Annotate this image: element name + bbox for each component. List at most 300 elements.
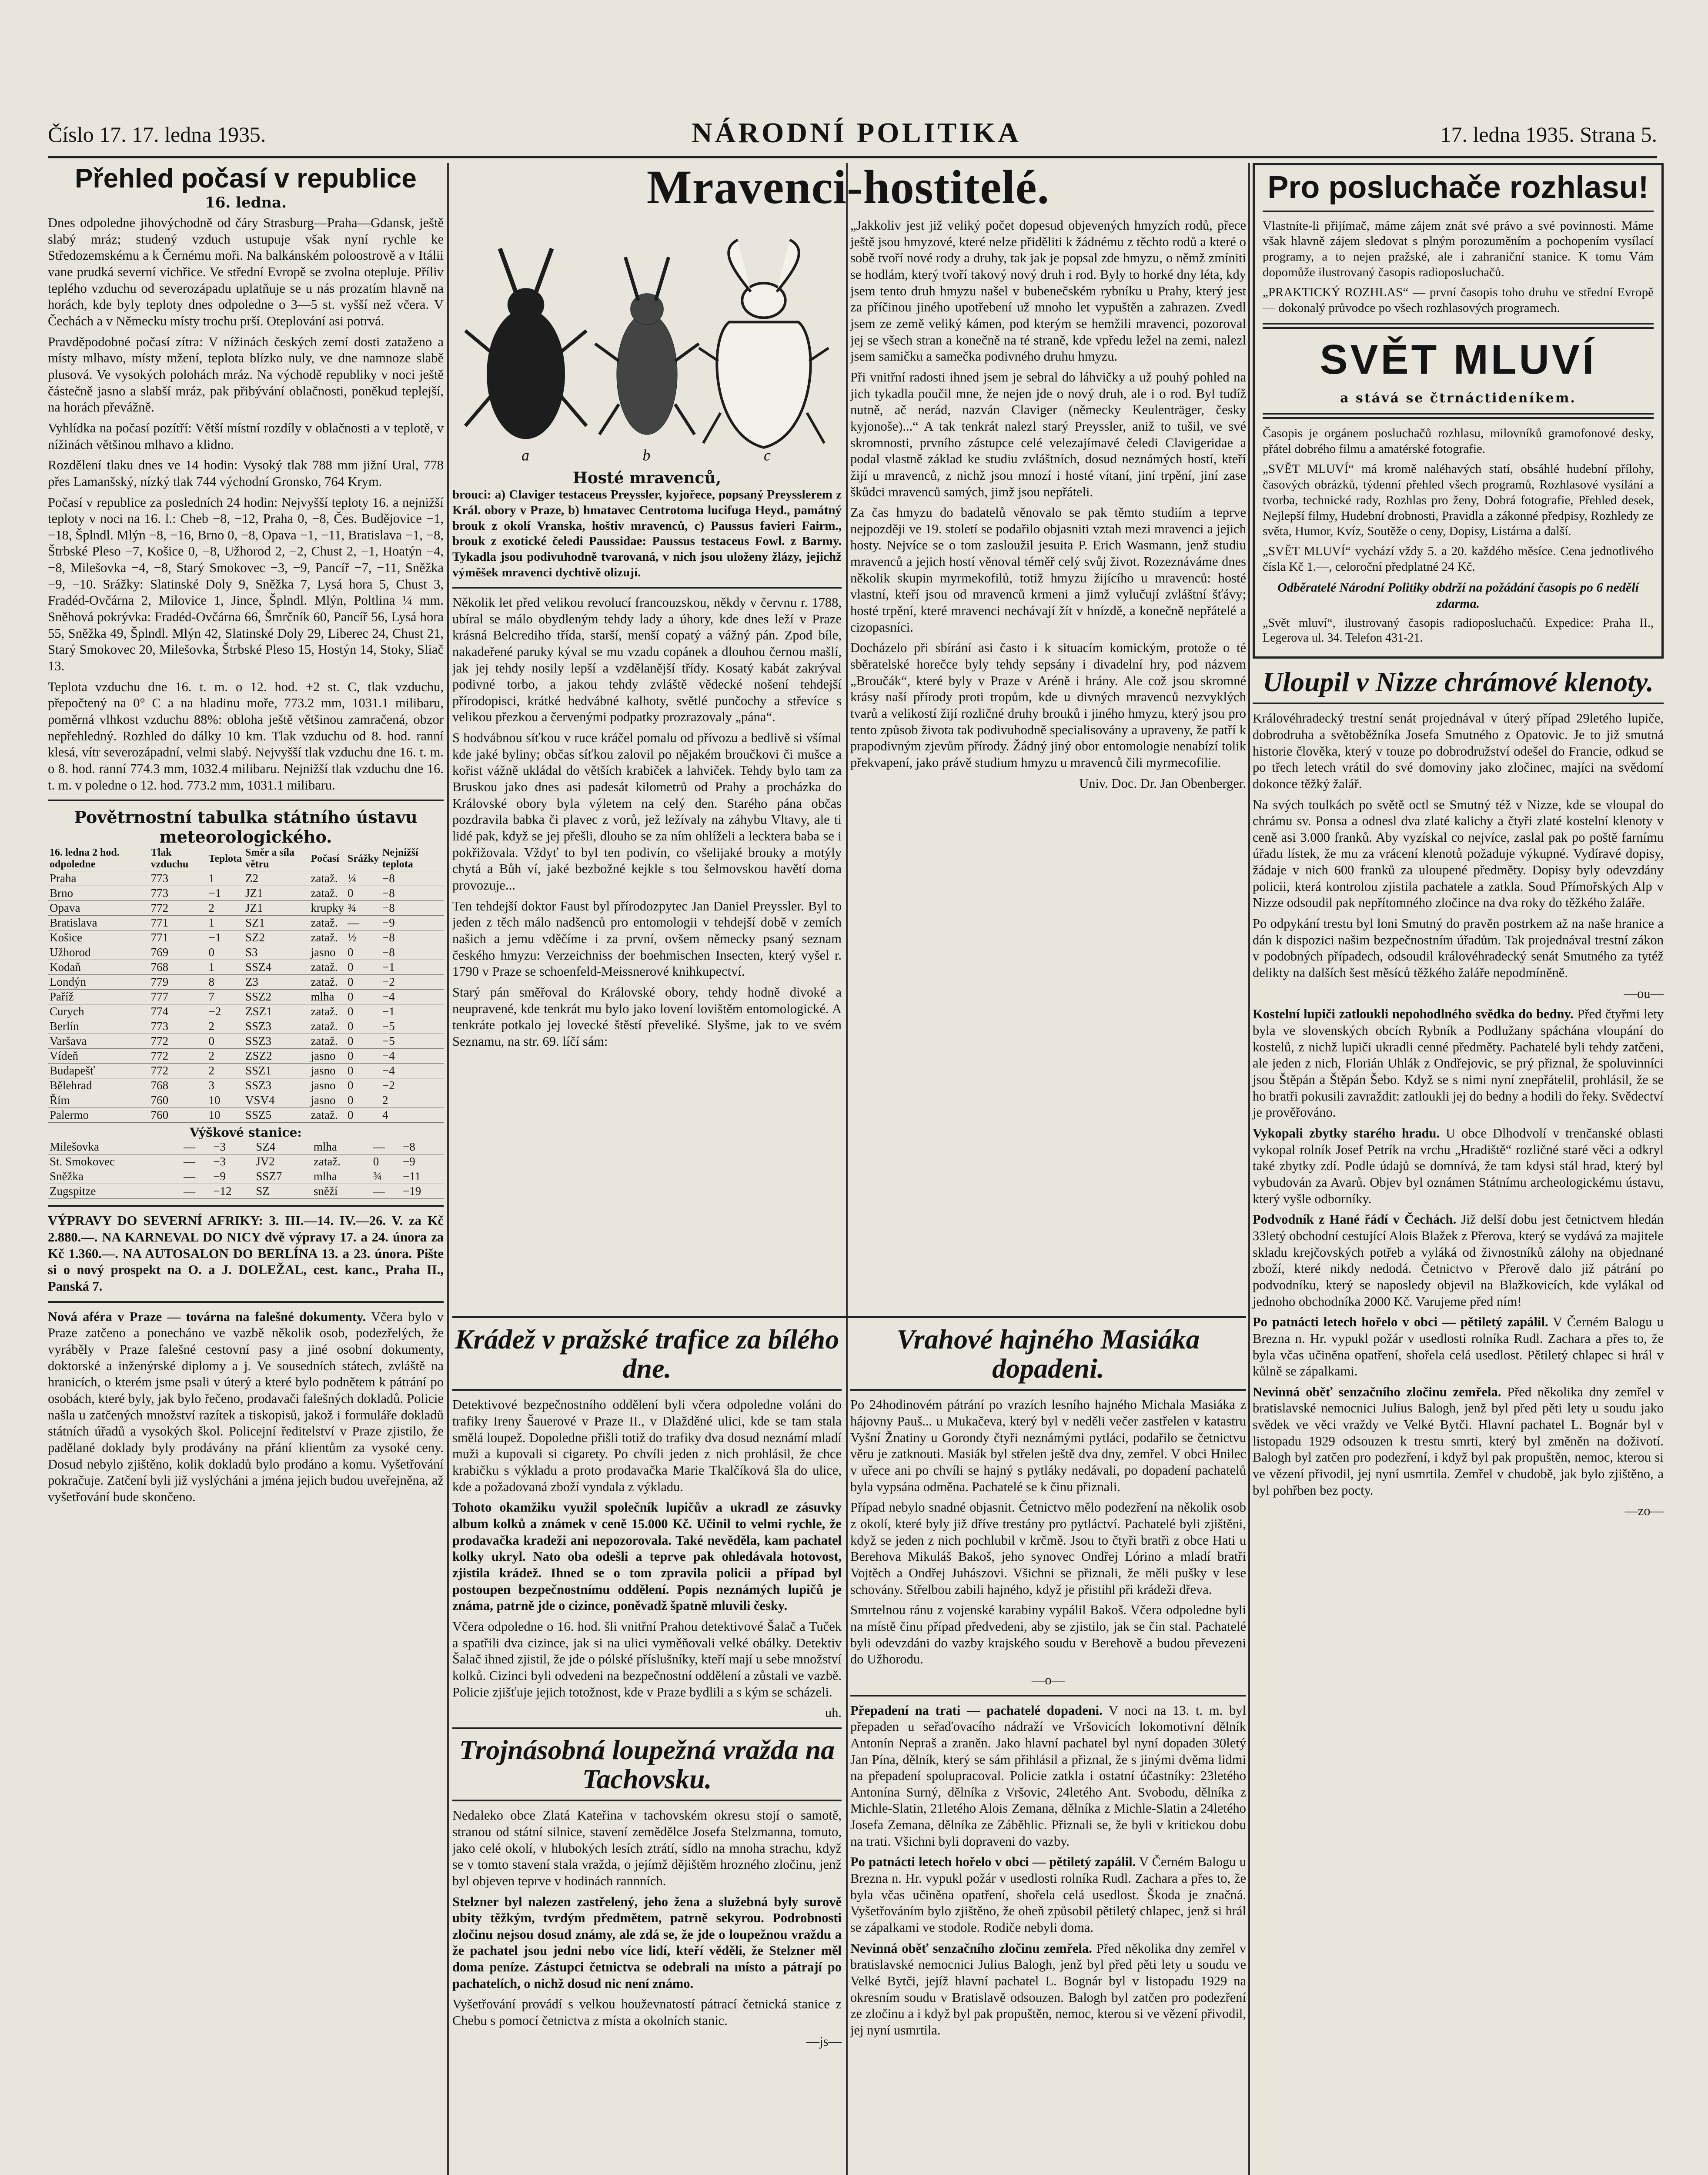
station-name: Praha (48, 871, 149, 886)
met-value: SSZ2 (244, 990, 309, 1004)
met-value: mlha (312, 1169, 371, 1184)
column-crime-left (452, 1325, 842, 2175)
met-value: 0 (346, 1019, 381, 1034)
weather-p1: Dnes odpoledne jihovýchodně od čáry Strasburg—Praha—Gdansk, ještě slabý mráz; studený vzduch ustupuje však nyní rychle ke Středozemskému a k Černému moři. Na balkánském poloostrově a v Itálii vane prudká severní vichřice. Ve střední Evropě se zvolna otepluje. Příliv teplého vzduchu od severozápadu uplatňuje se u nás prozatím hlavně na horách, kde byly teploty dnes odpoledne o 3—5 st. vyšší než včera. V Čechách a v Německu místy trochu prší. Oteplování asi potrvá. (48, 215, 444, 328)
met-value: SZ2 (244, 930, 309, 945)
met-value: 4 (381, 1108, 444, 1123)
met-value: 7 (207, 990, 244, 1004)
vrahove-p3: Smrtelnou ránu z vojenské karabiny vypálil Bakoš. Včera odpoledne byli na místě činu případ předvedeni, aby se zjistilo, jak se čin stal. Pachatelé byli odevzdáni do vazby krajského soudu v Berehově a budou převezeni do Užhorodu. (850, 1603, 1246, 1667)
met-value: 768 (149, 960, 207, 975)
met-table-row (48, 1078, 444, 1093)
separator (48, 800, 444, 801)
met-value: 773 (149, 871, 207, 886)
met-value: SSZ5 (244, 1108, 309, 1123)
met-value: krupky (309, 901, 346, 916)
met-value: — (182, 1140, 211, 1154)
vrahove-sig: —o— (1031, 1672, 1065, 1687)
station-name: Řím (48, 1093, 149, 1108)
trojnasobna-sig: —js— (806, 2034, 842, 2049)
met-table-row (48, 975, 444, 990)
station-name: Milešovka (48, 1140, 182, 1154)
met-value: 2 (207, 1064, 244, 1078)
met-value: ZSZ2 (244, 1049, 309, 1064)
nizza-p2: Na svých toulkách po světě octl se Smutný též v Nizze, kde se vloupal do chrámu sv. Ponsa a odnesl dva zlaté kalichy a čtyři zlaté kostelní klenoty v ceně asi 3.000 franků. Aby vyzískal co nejvíce, zaslal pak po poště farnímu úřadu lístek, že mu za vrácení klenotů požaduje výkupné. Vydíravé dopisy, žádaje v nich 600 franků za uloupené předměty. Dopisy byly odevzdány policii, která kontrolou zjistila pachatele a zatkla. Soud Přímořských Alp v Nizze odsoudil pak nepřítomného zločince na dva roky do těžkého žaláře. (1253, 797, 1664, 910)
met-table-row (48, 930, 444, 945)
met-value: 10 (207, 1108, 244, 1123)
met-value: zataž. (309, 1004, 346, 1019)
station-name: Budapešť (48, 1064, 149, 1078)
met-value: −1 (207, 886, 244, 901)
station-name: Curych (48, 1004, 149, 1019)
station-name: Vídeň (48, 1049, 149, 1064)
radio-magazine: SVĚT MLUVÍ (1320, 336, 1597, 383)
nizza-t3: Již delší dobu jest četnictvem hledán 33letý obchodní cestující Alois Blažek z Přerova, který se vydává za majitele skladu krejčovských potřeb a vyláká od živnostníků zálohy na objednané zboží, které nikdy nedodá. Četnictvo v Přerově dalo již pátrání po podvodníku, který se naposledy objevil na Blažkovicích, kde vylákal od jednoho obchodníka 2000 Kč. Varujeme před ním! (1253, 1212, 1664, 1309)
met-value: ¾ (346, 901, 381, 916)
met-value: JZ1 (244, 886, 309, 901)
column-crime-right (850, 1325, 1246, 2175)
met-value: −8 (381, 945, 444, 960)
nizza-sig: —ou— (1624, 986, 1664, 1001)
caption-title: Hosté mravenců, (572, 469, 722, 487)
separator (850, 1389, 1246, 1391)
radio-p5: „SVĚT MLUVÍ“ vychází vždy 5. a 20. každého měsíce. Cena jednotlivého čísla Kč 1.—, celoroční předplatné 24 Kč. (1263, 544, 1654, 574)
station-name: Berlín (48, 1019, 149, 1034)
met-value: 774 (149, 1004, 207, 1019)
met-value: ¾ (371, 1169, 401, 1184)
met-value: — (182, 1169, 211, 1184)
met-value: −1 (381, 1004, 444, 1019)
met-table-row (48, 1169, 444, 1184)
beetle-c-leg (703, 413, 721, 443)
met-table-row (48, 1140, 444, 1154)
met-header-cell: Tlak vzduchu (149, 847, 207, 871)
trojnasobna-p1: Nedaleko obce Zlatá Kateřina v tachovském okresu stojí o samotě, stranou od státní silnice, stavení zemědělce Josefa Stelzmanna, tomuto, jako celé okolí, v hlubokých lesích ztrátí, sídlo na mnoha strachu, když se v tomto stavení stala vražda, o jejímž dějištěm hrozného zločinu, jenž byl objeven teprve v hodinách rannních. (452, 1808, 842, 1888)
met-table-row (48, 945, 444, 960)
station-name: Brno (48, 886, 149, 901)
met-value: ¼ (346, 871, 381, 886)
met-value: jasno (309, 945, 346, 960)
beetle-c-leg (699, 348, 719, 361)
beetle-b-antenna (625, 257, 638, 300)
separator (452, 1727, 842, 1729)
ants-p3: Ten tehdejší doktor Faust byl přírodozpytec Jan Daniel Preyssler. Byl to jeden z těch málo nadšenců pro entomologii v tehdejší době v zemích našich a jemu vděčíme i za první, ovšem německy psaný seznam českého hmyzu: Verzeichniss der boehmischen Insecten, který vyšel r. 1790 v Praze se schoenfeld-Meissnerové knihkupectví. (452, 898, 842, 979)
met-value: SSZ4 (244, 960, 309, 975)
met-value: 771 (149, 930, 207, 945)
beetle-a-antenna (535, 248, 552, 296)
met-header-cell: Směr a síla větru (244, 847, 309, 871)
kradez-p3: Včera odpoledne o 16. hod. šli vnitřní Prahou detektivové Šalač a Tuček a spatřili dva cizince, jak si na ulici vyměňovali velké obálky. Detektiv Šalač ihned zjistil, že jde o pólské příslušníky, kteří mají u sebe množství kolků. Cizinci byli odvedeni na bezpečnostní oddělení a zůstali ve vazbě. Policie zjišťuje jejich totožnost, kde v Praze bydlili a s kým se scházeli. (452, 1619, 842, 1700)
met-value: SSZ7 (254, 1169, 312, 1184)
met-value: 772 (149, 1064, 207, 1078)
met-value: −4 (381, 1049, 444, 1064)
met-value: −2 (207, 1004, 244, 1019)
met-value: 10 (207, 1093, 244, 1108)
nizza-p3: Po odpykání trestu byl loni Smutný do pravěn postrkem až na naše hranice a dán k dispozici našim bezpečnostním úřadům. Tak projednával trestní zákon v podobných případech, odsoudil královéhradecký senát Smutného za tytéž delikty na dalších šest měsíců těžkého žaláře nepodmíněně. (1253, 916, 1664, 980)
prepadeni-lead: Přepadení na trati — pachatelé dopadeni. (850, 1703, 1103, 1718)
newspaper-title: NÁRODNÍ POLITIKA (692, 117, 1021, 149)
mountain-title: Výškové stanice: (190, 1125, 302, 1140)
weather-p5: Počasí v republice za posledních 24 hodin: Nejvyšší teploty 16. a nejnižší teploty v noci na 16. l.: Cheb −8, −12, Praha 0, −8, Čes. Budějovice −1, −18, Šplndl. Mlýn −8, −16, Brno 0, −8, Opava −1, −11, Bratislava −1, −8, Štrbské Pleso −7, Košice 0, −8, Užhorod 2, −2, Chust 2, −1, Hoatýn −4, −8, Milešovka −4, −8, Starý Smokovec −3, −9, Pancíř −7, −11, Sněžka −9, −10. Srážky: Slatinské Doly 9, Sněžka 7, Lysá hora 5, Chust 3, Fradéd-Ovčárna 2, Milovice 1, Jince, Šplndl. Mlýn, Poltlina ¼ mm. Sněhová pokrývka: Fradéd-Ovčárna 66, Šmrčník 60, Pancíř 56, Lysá hora 55, Sněžka 49, Šplndl. Mlýn 42, Slatinské Doly 29, Liberec 24, Chust 21, Starý Smokovec 20, Milešovka, Štrbské Pleso 15, Hostýn 14, Stoky, Sliač 13. (48, 495, 444, 674)
met-value: zataž. (309, 975, 346, 990)
masthead (48, 117, 1657, 158)
met-value: 0 (346, 990, 381, 1004)
met-table-header (48, 847, 444, 871)
column-divider (447, 163, 449, 2175)
met-table-row (48, 901, 444, 916)
met-value: SZ4 (254, 1140, 312, 1154)
met-value: −9 (401, 1154, 444, 1169)
radio-title: Pro posluchače rozhlasu! (1267, 170, 1649, 205)
kradez-p2: Tohoto okamžiku využil společník lupičův a ukradl ze zásuvky album kolků a známek v ceně 15.000 Kč. Učinil to velmi rychle, že prodavačka kradeži ani nepozorovala. Také nevěděla, kam pachatel kolky ukryl. Nato oba odešli a teprve pak ohledávala hotovost, zjistila krádež. Ihned se o tom zpravila policii a případ byl postoupen bezpečnostnímu oddělení. Popis neznámých lupičů je známa, patrně jde o cizince, poněvadž špatně mluvili česky. (452, 1500, 842, 1613)
ants-p5: „Jakkoliv jest již veliký počet dopesud objevených hmyzích rodů, přece ještě jsou hmyzové, které nelze přiděliti k žádnému z těchto rodů a které o sobě tvoří nové rody a druhy, tak jak je popsal zde hmyzu, o němž zmíniti se hodlám, který tvoří takový nový druh i rod. Byly to horké dny léta, kdy jsem tento druh hmyzu našel v bubenečském rybníku u Prahy, který jest za příčinou jiného upotřebení už mnoho let vypuštěn a zahrazen. Zvedl jsem ze země veliký kámen, pod kterým se hemžili mravenci, pozoroval jej se všech stran a konečně na té straně, kde vpředu ležel na zemi, nalezl jsem samičku a samečka podivného druhu hmyzu. (850, 218, 1246, 364)
met-value: ZSZ1 (244, 1004, 309, 1019)
vrahove-p2: Případ nebylo snadné objasnit. Četnictvo mělo podezření na několik osob z okolí, které byly již dříve trestány pro pytláctví. Pachatelé byli zjištěni, když se jeden z nich pochlubil v krčmě. Jsou to čtyři bratři z obce Hati u Berehova Mikuláš Bakoš, jeho synovec Ondřej Lórino a mladí bratři Vojtěch a Ondřej Juhászovi. Všichni se přiznali, že měli pušky v lese schovány. Střelbou zabili hajného, když je přistihl při krádeži dřeva. (850, 1500, 1246, 1597)
radio-p7: „Svět mluví“, ilustrovaný časopis radioposluchačů. Expedice: Praha II., Legerova ul. 34. Telefon 431-21. (1263, 616, 1654, 645)
nizza-lead4: Po patnácti letech hořelo v obci — pětiletý zapálil. (1253, 1315, 1548, 1330)
nizza-lead1: Kostelní lupiči zatloukli nepohodlného svědka do bedny. (1253, 1007, 1574, 1022)
met-value: 0 (371, 1154, 401, 1169)
beetle-a-head (508, 288, 544, 321)
ants-left-column (452, 218, 842, 1309)
met-value: 0 (346, 960, 381, 975)
ants-p1: Několik let před velikou revolucí francouzskou, někdy v červnu r. 1788, ubíral se málo obydleným tehdy lady a úhory, kde dnes leží v Praze krásná Belcrediho třída, starší, menší copatý a vážný pán. Zpod bíle, nakadeřené paruky kýval se mu vzadu copánek a dlouhou černou mašlí, jak jej tehdy nosily lepší a vzdělanější třídy. Kosatý kabát zakrýval podivné torbo, a jakou tehdy zvláště vědecké nošení tehdejší přírodopisci, krátké hedvábné kalhoty, světlé punčochy a střevíce s velikou přezkou a červenými podpatky prozrazovaly „pána“. (452, 595, 842, 725)
met-value: mlha (312, 1140, 371, 1154)
met-table (48, 847, 444, 1123)
kradez-p1: Detektivové bezpečnostního oddělení byli včera odpoledne voláni do trafiky Ireny Šauerové v Praze II., v Dlažděné ulici, kde se tam stala smělá loupež. Dopoledne přišli totiž do trafiky dva dosud neznámí mladí muži a kupovali si cigarety. Po chvíli jeden z nich prohlásil, že chce krabičku s výkladu a proto prodavačka Marie Tkalčíková šla do ulice, kde a požadovaná zboží vyndala z výkladu. (452, 1397, 842, 1494)
nizza-lead2: Vykopali zbytky starého hradu. (1253, 1125, 1440, 1141)
nizza-t4: V Černém Balogu u Brezna n. Hr. vypukl požár v usedlosti rolníka Rudl. Zachara a přes to, že byla včas učiněna opatření, shořela celá usedlost. Pětiletý chlapec si hrál v kůlně se zápalkami. (1253, 1315, 1664, 1379)
separator (48, 1205, 444, 1207)
met-value: 2 (207, 1049, 244, 1064)
station-name: Kodaň (48, 960, 149, 975)
vrahove-p1: Po 24hodinovém pátrání po vrazích lesního hajného Michala Masiáka z hájovny Pauš... u Mukačeva, který byl v neděli večer zastřelen v katastru Vyšní Žnatiny u Gorondy čtyři neznámými pytláci, podařilo se četnictvu věru je zatknouti. Masiák byl střelen ještě dva dny, zemřel. V obci Hnilec v uřece ani po chvíli se hajný s pytláky nedávali, po dopadení pachatelů byla vypsána odměna. Pachatelé se k činu přiznali. (850, 1397, 1246, 1494)
met-value: Z3 (244, 975, 309, 990)
met-value: 0 (207, 945, 244, 960)
ants-p6: Při vnitřní radosti ihned jsem je sebral do láhvičky a už pouhý pohled na jich tykadla poučil mne, že nejen jde o nový druh, ale i o rod. Byl tudíž nutně, ač nerád, nazván Claviger (německy Keulenträger, česky kyjonoše)...“ A tak tenkrát nalezl starý Preyssler, aniž to tušil, ve své skromnosti, prvního zástupce celé velezajímavé čeledi Clavigeridae a podal vlastně základ ke studiu zvláštních, dosud neznámých hostí, kteří žijí u mravenců, z nichž jsou mnozí i hosté vítaní, jiní trpění, jiní zase škůdci mravenců samých, jimž jsou nepřáteli. (850, 369, 1246, 499)
met-value: ½ (346, 930, 381, 945)
met-header-cell: Teplota (207, 847, 244, 871)
weather-p2: Pravděpodobné počasí zítra: V nížinách českých zemí dosti zataženo a místy mlhavo, místy mžení, teplota blízko nuly, ve dne namnoze slabě plusová. Ve vysokých polohách mráz. Na východě republiky v noci ještě částečně jasno a slabší mráz, pak přibývání oblačnosti, poněkud teplejší, na horách převážně. (48, 334, 444, 415)
ants-p2: S hodvábnou síťkou v ruce kráčel pomalu od přívozu a bedlivě si všímal kde jaké byliny; občas síťkou zalovil po nějakém broučkovi či mušce a kořist vážně ukládal do větších krabiček a lahviček. Tehdy bylo tam za Bruskou jako dnes asi padesát kilometrů od Prahy a procházka do Královské obory byla výletem na celý den. Starého pána občas pozdravila babka či plavec z vorů, jež ležívaly na záhybu Vltavy, ale ti lidé pak, když se jej přešli, dlouho se za ním ohlíželi a lecktera baba se i pokřižovala. Vždyť to byl ten podivín, co všelijaké brouky a motýly chytá a Bůh ví, jaké bezbožné kejkle s tou šelmovskou havětí doma provozuje... (452, 730, 842, 893)
nizza-t5: Před několika dny zemřel v bratislavské nemocnici Julius Balogh, jenž byl před pěti lety u soudu jako svědek ve věci vraždy ve Velké Bytči. Hlavní pachatel L. Bognár byl v listopadu 1929 odsouzen k trestu smrti, který byl změněn na doživotí. Balogh byl zatčen pro podezření, i když byl pak propuštěn, nemoc, kterou si ve vězení přivodil, jej nyní usmrtila. Zemřel v chudobě, jak bylo zjištěno, a byl pohřben bez pocty. (1253, 1384, 1664, 1498)
met-value: 3 (207, 1078, 244, 1093)
met-value: 1 (207, 916, 244, 930)
met-value: −5 (381, 1034, 444, 1049)
beetle-b-head (631, 294, 664, 325)
met-value: jasno (309, 1049, 346, 1064)
met-value: Z2 (244, 871, 309, 886)
beetles-figure (452, 231, 842, 465)
beetle-a-leg (465, 395, 491, 426)
kradez-sig: uh. (825, 1705, 842, 1720)
met-table-row (48, 1004, 444, 1019)
falesne-text: Včera bylo v Praze zatčeno a ponecháno ve vazbě několik osob, podezřelých, že vyráběly v Praze falešné cestovní pasy a jiné osobní dokumenty, doktorské a inženýrské diplomy a j. Ve sousedních státech, zvláště na hranicích, o kterém jsme psali v úterý a které bylo podnětem k pátrání po osobách, které byly, jak bylo řečeno, prodavači falešných dokladů. Policie našla u zatčených množství razítek a tiskopisů, jakož i formuláře dokladů státních úřadů a vysokých škol. Policejní ředitelství v Praze zjistilo, že padělané doklady byly prodávány na přání klientům za vysoké ceny. Dosud nebylo zjištěno, kolik dokladů bylo prodáno a komu. Vyšetřování pokračuje. Zatčení byli již vyslýcháni a jména jejich budou uveřejněna, až vyšetřování bude skončeno. (48, 1309, 444, 1504)
met-value: −2 (381, 1078, 444, 1093)
beetle-a-leg (561, 331, 587, 352)
met-value: JV2 (254, 1154, 312, 1169)
met-value: −3 (211, 1140, 254, 1154)
nizza-title: Uloupil v Nizze chrámové klenoty. (1263, 666, 1654, 698)
met-value: −11 (401, 1169, 444, 1184)
prepadeni-lead3: Nevinná oběť senzačního zločinu zemřela. (850, 1941, 1092, 1956)
met-value: 0 (346, 1034, 381, 1049)
met-value: — (371, 1140, 401, 1154)
kradez-title: Krádež v pražské trafice za bílého dne. (455, 1324, 839, 1384)
met-value: 0 (207, 1034, 244, 1049)
met-table-row (48, 1108, 444, 1123)
met-value: 2 (207, 1019, 244, 1034)
met-value: 772 (149, 1049, 207, 1064)
met-value: 2 (207, 901, 244, 916)
prepadeni-lead2: Po patnácti letech hořelo v obci — pětiletý zapálil. (850, 1854, 1136, 1870)
met-value: 0 (346, 1108, 381, 1123)
met-value: S3 (244, 945, 309, 960)
met-header-cell: 16. ledna 2 hod. odpoledne (48, 847, 149, 871)
ants-illustration (452, 231, 842, 465)
met-value: 0 (346, 945, 381, 960)
met-table-row (48, 1019, 444, 1034)
met-mountain-table (48, 1140, 444, 1199)
met-value: jasno (309, 1093, 346, 1108)
met-value: 771 (149, 916, 207, 930)
radio-p6: Odběratelé Národní Politiky obdrží na požádání časopis po 6 nedělí zdarma. (1277, 580, 1639, 611)
beetle-a-leg (561, 395, 587, 426)
met-value: JZ1 (244, 901, 309, 916)
prepadeni-text: V noci na 13. t. m. byl přepaden u seřaďovacího nádraží ve Vršovicích lokomotivní dělník Antonín Nepraš a zraněn. Jako hlavní pachatel byl nyní dopaden 30letý Jan Pína, dělník, který se sám přihlásil a přiznal, že s jinými dvěma lidmi na přepadení spolupracoval. Policie zatkla i ostatní účastníky: 23letého Antonína Surný, dělníka z Vršovic, 24letého Ant. Svobodu, dělníka z Michle-Slatin, 21letého Alois Zemana, dělníka z Michle-Slatin a 24letého Josefa Zemana, dělníka ze Záběhlic. Přiznali se, že byli v kritickou dobu na trati. Všichni byli dopraveni do vazby. (850, 1703, 1246, 1849)
met-value: 1 (207, 871, 244, 886)
beetle-b-antenna (655, 257, 668, 300)
met-value: −3 (211, 1154, 254, 1169)
separator (452, 1800, 842, 1801)
met-table-title: Povětrnostní tabulka státního ústavu meteorologického. (74, 807, 418, 847)
met-table-row (48, 1064, 444, 1078)
issue-number: Číslo 17. 17. ledna 1935. (48, 122, 266, 147)
radio-p2: „PRAKTICKÝ ROZHLAS“ — první časopis toho druhu ve střední Evropě — dokonalý průvodce po všech rozhlasových programech. (1263, 285, 1654, 315)
met-table-row (48, 960, 444, 975)
met-value: — (182, 1154, 211, 1169)
separator (1263, 211, 1654, 212)
column-divider (846, 163, 848, 2175)
met-header-cell: Srážky (346, 847, 381, 871)
separator (452, 1389, 842, 1391)
radio-ad (1253, 163, 1664, 659)
separator (1263, 413, 1654, 419)
met-table-row (48, 916, 444, 930)
met-value: −4 (381, 990, 444, 1004)
met-value: zataž. (309, 930, 346, 945)
trojnasobna-title: Trojnásobná loupežná vražda na Tachovsku. (459, 1734, 835, 1795)
met-table-row (48, 1184, 444, 1199)
trojnasobna-p3: Vyšetřování provádí s velkou houževnatostí pátrací četnická stanice z Chebu s pomocí četnictva z místa a okolních stanic. (452, 1997, 842, 2028)
beetle-a-antenna (500, 248, 517, 296)
met-value: 0 (346, 1064, 381, 1078)
met-value: zataž. (309, 1034, 346, 1049)
nizza-t1: Před čtyřmi lety byla ve slovenských obcích Rybník a Podlužany spáchána vloupání do kostelů, z nichž lupiči ukradli cenné předměty. Pachatelé byli tehdy zatčeni, ale jeden z nich, Florián Uhlák z Ondřejovic, se prý přiznal, že spoluvinníci jsou Štěpán a Štěpán Šebo. Když se s nimi nyní znepřátelil, prohlásil, že se ho bratři pokusili zavraždit: zatloukli jej do bedny a hodili do řeky. Svědectví je prověřováno. (1253, 1007, 1664, 1120)
met-value: zataž. (312, 1154, 371, 1169)
met-mountain-body (48, 1140, 444, 1199)
met-value: SZ (254, 1184, 312, 1199)
beetle-c-antenna (729, 240, 751, 291)
met-value: −8 (381, 871, 444, 886)
beetle-a-leg (465, 331, 491, 352)
met-value: sněží (312, 1184, 371, 1199)
met-value: 0 (346, 1093, 381, 1108)
date-page: 17. ledna 1935. Strana 5. (1440, 122, 1657, 147)
met-value: −9 (381, 916, 444, 930)
met-value: 0 (346, 886, 381, 901)
separator (1253, 703, 1664, 704)
radio-p1: Vlastníte-li přijímač, máme zájem znát své právo a své povinnosti. Máme však hlavně zájem sledovat s plným porozuměním a pochopením vysílací programy, a to nejen pražské, ale i zahraniční stanice. K tomu Vám dopomůže ilustrovaný časopis radioposluchačů. (1263, 218, 1654, 280)
met-value: −12 (211, 1184, 254, 1199)
met-value: 0 (346, 975, 381, 990)
separator (452, 587, 842, 589)
met-value: zataž. (309, 886, 346, 901)
met-value: −8 (381, 886, 444, 901)
met-value: 0 (346, 1004, 381, 1019)
met-value: 8 (207, 975, 244, 990)
radio-p4: „SVĚT MLUVÍ“ má kromě naléhavých statí, obsáhlé hudební přílohy, časových obrázků, týdenní přehled všech programů, Rozhlasové vysílání a tvorba, technické rady, Rozhlas pro ženy, Dobrá fotografie, Přehled desek, Nejlepší filmy, Hudební drobnosti, Pravidla a zákonné předpisy, Rozhledy ze světa, Humor, Kvíz, Soutěže o ceny, Dopisy, Listárna a další. (1263, 462, 1654, 539)
trojnasobna-p2: Stelzner byl nalezen zastřelený, jeho žena a služebná byly surově ubity těžkým, tvrdým předmětem, patrně sekyrou. Podrobnosti zločinu nejsou dosud známy, ale zdá se, že jde o loupežnou vraždu a že pachatel jsou jedni nebo více lidí, kteří věděli, že Stelzner měl doma peníze. Zástupci četnictva se odebrali na místo a pátrají po pachatelích, o nichž dosud nic není známo. (452, 1894, 842, 1991)
met-table-row (48, 1093, 444, 1108)
station-name: Zugspitze (48, 1184, 182, 1199)
nizza-p1: Královéhradecký trestní senát projednával v úterý případ 29letého lupiče, dobrodruha a světoběžníka Josefa Smutného z Opatovic. Je to již smutná historie člověka, který v touze po dobrodružství odešel do Francie, odkud se po třech letech vrátil do své domoviny jako zločinec, majíci na svědomí dokonce těžký žalář. (1253, 711, 1664, 791)
met-value: jasno (309, 1078, 346, 1093)
met-value: 773 (149, 886, 207, 901)
weather-p6: Teplota vzduchu dne 16. t. m. o 12. hod. +2 st. C, tlak vzduchu, přepočtený na 0° C a na hladinu moře, 773.2 mm, 1031.1 milibaru, poměrná vlhkost vzduchu 88%: obloha ještě většinou zamračená, obzor nepřehledný. Rozhled do dálky 10 km. Tlak vzduchu od 8. hod. ranní klesá, vítr severozápadní, velmi slabý. Nejvyšší tlak vzduchu dne 16. t. m. o 8. hod. ranní 774.3 mm, 1032.4 milibaru. Nejnižší tlak vzduchu dne 16. t. m. v poledne o 12. hod. 773.2 mm, 1031.1 milibaru. (48, 679, 444, 793)
met-value: SSZ1 (244, 1064, 309, 1078)
beetle-b-leg (599, 404, 619, 435)
column-right (1253, 163, 1664, 2175)
met-value: VSV4 (244, 1093, 309, 1108)
nizza-t2: U obce Dlhodvolí v trenčanské oblasti vykopal rolník Josef Petrík na vrchu „Hradiště“ rozličné staré věci a odkryl také zbytky zdí. Podle údajů se domnívá, že tam kdysi stál hrad, který byl vybudován za Avarů. Objev byl oznámen Státnímu archeologickému ústavu, který vyšle odborníky. (1253, 1125, 1664, 1206)
met-value: 773 (149, 1019, 207, 1034)
weather-p3: Vyhlídka na počasí pozítří: Větší místní rozdíly v oblačnosti a v teplotě, v nížinách většinou mlhavo a klidno. (48, 420, 444, 452)
met-value: 769 (149, 945, 207, 960)
radio-mag-sub: a stává se čtrnáctideníkem. (1340, 391, 1576, 406)
vrahove-title: Vrahové hajného Masiáka dopadeni. (896, 1324, 1200, 1384)
separator (48, 1301, 444, 1303)
station-name: Bělehrad (48, 1078, 149, 1093)
radio-p3: Časopis je orgánem posluchačů rozhlasu, milovníků gramofonové desky, přátel dobrého filmu a amatérské fotografie. (1263, 426, 1654, 456)
separator (1263, 323, 1654, 329)
met-value: SZ1 (244, 916, 309, 930)
met-value: 760 (149, 1093, 207, 1108)
met-value: SSZ3 (244, 1019, 309, 1034)
met-value: SSZ3 (244, 1078, 309, 1093)
met-value: — (182, 1184, 211, 1199)
station-name: Užhorod (48, 945, 149, 960)
met-value: — (346, 916, 381, 930)
met-value: jasno (309, 1064, 346, 1078)
met-value: mlha (309, 990, 346, 1004)
figure-label-b: b (642, 446, 651, 464)
met-table-row (48, 886, 444, 901)
met-value: 772 (149, 901, 207, 916)
met-value: −4 (381, 1064, 444, 1078)
beetle-c-antenna (777, 240, 799, 291)
met-value: SSZ3 (244, 1034, 309, 1049)
met-value: −8 (401, 1140, 444, 1154)
met-value: −1 (381, 960, 444, 975)
met-table-row (48, 1154, 444, 1169)
figure-label-c: c (764, 446, 771, 464)
station-name: Londýn (48, 975, 149, 990)
beetle-b-leg (675, 344, 699, 361)
met-table-row (48, 990, 444, 1004)
met-table-row (48, 1034, 444, 1049)
met-value: 777 (149, 990, 207, 1004)
met-value: zataž. (309, 1019, 346, 1034)
met-value: zataž. (309, 916, 346, 930)
met-header-cell: Nejnižší teplota (381, 847, 444, 871)
falesne-lead: Nová aféra v Praze — továrna na falešné dokumenty. (48, 1309, 366, 1324)
ants-p4: Starý pán směřoval do Královské obory, tehdy hodně divoké a neupravené, kde tenkrát mu bylo jako lovení lovištěm entomologické. A tenkráte potkalo jej lovecké štěstí převeliké. Slyšme, jak to ve svém Seznamu, na str. 69. líčí sám: (452, 984, 842, 1049)
ants-title: Mravenci-hostitelé. (646, 161, 1050, 214)
station-name: Opava (48, 901, 149, 916)
met-value: 772 (149, 1034, 207, 1049)
ants-caption: brouci: a) Claviger testaceus Preyssler, kyjořece, popsaný Preysslerem z Král. obory v Praze, b) hmatavec Centrotoma lucifuga Heyd., památný brouk z okolí Vranska, hoštiv mravenců, c) Paussus favieri Fairm., brouk z exotické čeledi Paussidae: Paussus testaceus Fowl. z Barmy. Tykadla jsou podivuhodně tvarovaná, v nich jsou uloženy žlázy, jejichž výměšek mravenci dychtivě olizují. (452, 488, 842, 580)
ants-p8: Docházelo při sbírání asi často i k situacím komickým, protože o té sběratelské horečce byly tehdy sepsány i divadelní hry, pod názvem „Broučák“, které byly v Praze v Aréně i hrány. Ale což jsou skromné krásy naší přírody proti tropům, kde u divných mravenců nezvyklých tvarů a velikostí žijí rozličné druhy brouků i jiného hmyzu, který jsou pro tento způsob života tak podivuhodně specialisovány a upraveny, že patří k prapodivným zjevům přírody. Žádný jiný obor entomologie nenabízí tolik překvapení, jako právě studium hmyzu u mravenců čili myrmecofilie. (850, 640, 1246, 770)
met-header-cell: Počasí (309, 847, 346, 871)
station-name: Palermo (48, 1108, 149, 1123)
met-value: −2 (381, 975, 444, 990)
met-table-row (48, 1049, 444, 1064)
nizza-lead5: Nevinná oběť senzačního zločinu zemřela. (1253, 1384, 1501, 1399)
beetle-a-body (487, 309, 565, 439)
station-name: St. Smokovec (48, 1154, 182, 1169)
nizza-lead3: Podvodník z Hané řádí v Čechách. (1253, 1212, 1457, 1227)
station-name: Košice (48, 930, 149, 945)
met-value: — (371, 1184, 401, 1199)
met-value: −8 (381, 930, 444, 945)
station-name: Bratislava (48, 916, 149, 930)
station-name: Paříž (48, 990, 149, 1004)
ants-right-column (850, 218, 1246, 1309)
met-value: 0 (346, 1078, 381, 1093)
met-value: 0 (346, 1049, 381, 1064)
nizza-sig5: —zo— (1624, 1503, 1664, 1519)
separator (452, 1316, 1246, 1318)
met-value: 779 (149, 975, 207, 990)
column-divider (1248, 163, 1250, 2175)
weather-date: 16. ledna. (205, 194, 287, 211)
weather-p4: Rozdělení tlaku dnes ve 14 hodin: Vysoký tlak 788 mm jižní Ural, 778 přes Lamanšský, nízký tlak 744 východní Gronsko, 764 Krym. (48, 458, 444, 489)
column-weather (48, 163, 444, 2175)
beetle-c-leg (809, 348, 829, 361)
ad-travel: VÝPRAVY DO SEVERNÍ AFRIKY: 3. III.—14. IV.—26. V. za Kč 2.880.—. NA KARNEVAL DO NICY dvě výpravy 17. a 24. února za Kč 1.360.—. NA AUTOSALON DO BERLÍNA 13. a 23. února. Pište si o nový prospekt na O. a J. DOLEŽAL, cest. kanc., Praha II., Panská 7. (48, 1213, 444, 1294)
separator (850, 1695, 1246, 1696)
beetle-b-leg (675, 404, 695, 435)
beetle-b-body (617, 313, 677, 434)
beetle-c-leg (807, 413, 824, 443)
met-value: zataž. (309, 960, 346, 975)
ants-p7: Za čas hmyzu do badatelů věnovalo se pak těmto studiím a teprve nejpozději ve 19. století se podařilo objasniti vztah mezi mravenci a jejich hosty. Nejvíce se o tom zasloužil jesuita P. Erich Wasmann, jenž studiu mravenců a jejich hostí věnoval téměř celý svůj život. Rozeznáváme dnes několik skupin myrmekofilů, totiž hmyzu žijícího u mravenců: hosté vlastní, kteří jsou od mravenců krmeni a jimž vylučují zvláštní šťávy; hosté trpění, které mravenci nechávají žít v hnízdě, a konečně nepřátelé a cizopasníci. (850, 505, 1246, 635)
prepadeni-text3: Před několika dny zemřel v bratislavské nemocnici Julius Balogh, jenž byl před pěti lety u soudu ve Velké Bytči, jejíž hlavní pachatel L. Bognár byl v listopadu 1929 na okresním soudu v Bratislavě odsouzen. Balogh byl zatčen pro podezření ze zločinu a i když byl pak propuštěn, nemoc, kterou si ve vězení přivodil, jej nyní usmrtila. (850, 1941, 1246, 2038)
station-name: Sněžka (48, 1169, 182, 1184)
met-value: 1 (207, 960, 244, 975)
met-value: zataž. (309, 1108, 346, 1123)
met-value: −8 (381, 901, 444, 916)
ants-author: Univ. Doc. Dr. Jan Obenberger. (1079, 776, 1246, 791)
beetle-b-leg (595, 344, 619, 361)
met-table-row (48, 871, 444, 886)
met-table-body (48, 871, 444, 1123)
station-name: Varšava (48, 1034, 149, 1049)
figure-label-a: a (521, 446, 530, 464)
met-value: 768 (149, 1078, 207, 1093)
met-value: −9 (211, 1169, 254, 1184)
met-value: 760 (149, 1108, 207, 1123)
